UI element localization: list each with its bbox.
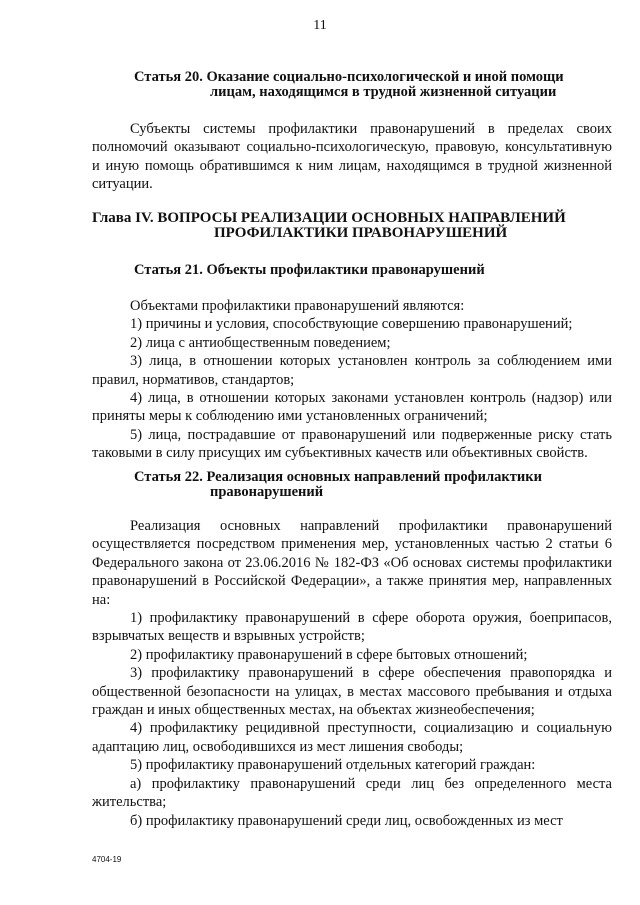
article-22-item-2: 2) профилактику правонарушений в сфере бытовых отношений; [130,646,528,663]
article-22-title-line1: Статья 22. Реализация основных направлений профилактики [134,469,542,485]
article-21-intro: Объектами профилактики правонарушений являются: [130,298,465,314]
article-21-title: Статья 21. Объекты профилактики правонарушений [134,262,485,278]
article-20-title-line2: лицам, находящимся в трудной жизненной ситуации [210,84,557,100]
page-number: 11 [313,18,327,33]
article-22-title-line2: правонарушений [210,484,324,500]
article-22-title [134,470,614,500]
article-21-item-1: 1) причины и условия, способствующие совершению правонарушений; [130,316,573,333]
article-20-title-line1: Статья 20. Оказание социально-психологической и иной помощи [134,69,564,85]
article-22-item-5: 5) профилактику правонарушений отдельных категорий граждан: [130,757,536,774]
chapter-4-title-line2: ПРОФИЛАКТИКИ ПРАВОНАРУШЕНИЙ [214,225,508,241]
article-21-body [92,297,612,463]
chapter-4-title [92,211,612,241]
article-20-paragraph: Субъекты системы профилактики правонарушений в пределах своих полномочий оказывают социально-психологическую, правовую, консультативную и иную помощь обратившимся к ним лицам, находящимся в трудной жизненной ситуации. [92,121,612,193]
article-20-title [134,70,614,100]
article-21-item-4: 4) лица, в отношении которых законами установлен контроль (надзор) или приняты меры к соблюдению ими установленных ограничений; [92,390,612,425]
chapter-4-title-line1: Глава IV. ВОПРОСЫ РЕАЛИЗАЦИИ ОСНОВНЫХ НАПРАВЛЕНИЙ [92,210,566,226]
article-22-item-1: 1) профилактику правонарушений в сфере оборота оружия, боеприпасов, взрывчатых веществ и взрывных устройств; [92,610,612,645]
footer-code: 4704-19 [92,855,122,864]
article-22-body [92,517,612,830]
article-22-intro: Реализация основных направлений профилактики правонарушений осуществляется посредством применения мер, установленных частью 2 статьи 6 Федерального закона от 23.06.2016 № 182-ФЗ «Об основах системы профилактики правонарушений в Российской Федерации», а также принятия мер, направленных на: [92,518,612,608]
article-22-item-5a: а) профилактику правонарушений среди лиц без определенного места жительства; [92,775,612,811]
article-21-item-2: 2) лица с антиобщественным поведением; [130,334,391,351]
article-21-item-3: 3) лица, в отношении которых установлен контроль за соблюдением ими правил, нормативов, стандартов; [92,353,612,388]
article-22-item-4: 4) профилактику рецидивной преступности, социализацию и социальную адаптацию лиц, освободившихся из мест лишения свободы; [92,720,612,755]
article-22-item-3: 3) профилактику правонарушений в сфере обеспечения правопорядка и общественной безопасности на улицах, в местах массового пребывания и отдыха граждан и иных общественных местах, на объектах жизнеобеспечения; [92,665,612,719]
article-22-item-5b: б) профилактику правонарушений среди лиц, освобожденных из мест [130,812,563,829]
article-20-body [92,120,612,194]
article-21-item-5: 5) лица, пострадавшие от правонарушений или подверженные риску стать таковыми в силу присущих им субъективных качеств или объективных свойств. [92,426,612,462]
